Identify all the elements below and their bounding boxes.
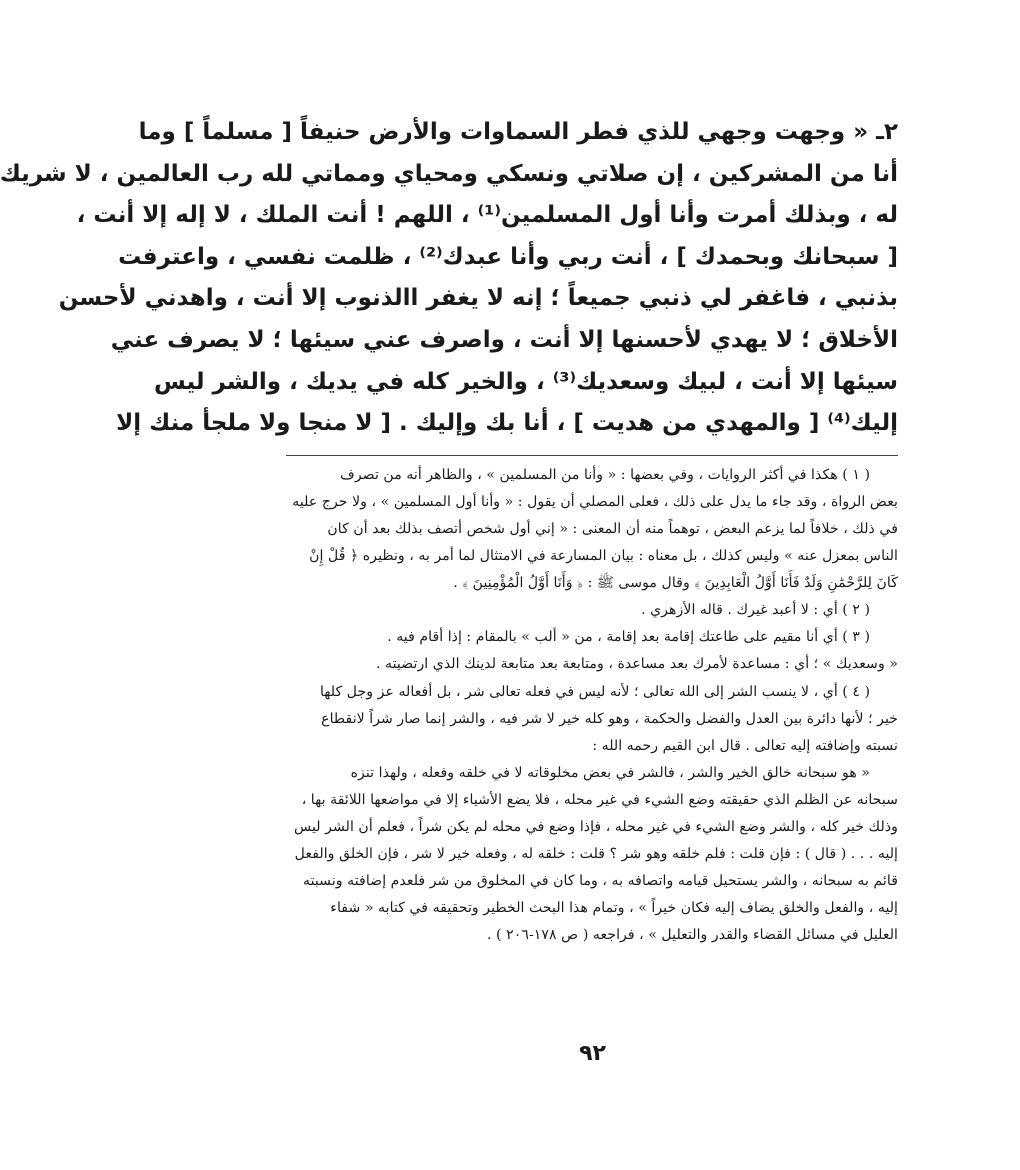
footnote-line: ( ٣ ) أي أنا مقيم على طاعتك إقامة بعد إقامة ، من « ألب » بالمقام : إذا أقام فيه . (387, 629, 870, 646)
footnote-line: « هو سبحانه خالق الخير والشر ، فالشر في بعض مخلوقاته لا في خلقه وفعله ، ولهذا تنزه (350, 764, 870, 781)
footnote-line: سبحانه عن الظلم الذي حقيقته وضع الشيء في غير محله ، فلا يضع الأشياء إلا في مواضعها اللائقة بها ، (301, 791, 898, 808)
main-text-line: [ سبحانك وبحمدك ] ، أنت ربي وأنا عبدك⁽²⁾ ، ظلمت نفسي ، واعترفت (118, 243, 898, 270)
footnote-line: بعض الرواة ، وقد جاء ما يدل على ذلك ، فعلى المصلي أن يقول : « وأنا أول المسلمين » ، ولا حرج عليه (292, 493, 898, 510)
main-text-line: إليك⁽⁴⁾ [ والمهدي من هديت ] ، أنا بك وإليك . [ لا منجا ولا ملجأ منك إلا (116, 410, 898, 437)
footnote-line: في ذلك ، خلافاً لما يزعم البعض ، توهماً منه أن المعنى : « إني أول شخص أتصف بذلك بعد أن كان (327, 520, 898, 537)
footnote-line: ( ٢ ) أي : لا أعبد غيرك . قاله الأزهري . (641, 602, 870, 619)
main-text-line: بذنبي ، فاغفر لي ذنبي جميعاً ؛ إنه لا يغفر االذنوب إلا أنت ، واهدني لأحسن (58, 285, 898, 312)
footnote-line: قائم به سبحانه ، والشر يستحيل قيامه واتصافه به ، وما كان في المخلوق من شر فلعدم إضافته ونسبته (303, 873, 898, 890)
footnote-line: ( ٤ ) أي ، لا ينسب الشر إلى الله تعالى ؛ لأنه ليس في فعله تعالى شر ، بل أفعاله عز وجل كلها (319, 683, 870, 700)
footnote-line: الناس بمعزل عنه » وليس كذلك ، بل معناه : بيان المسارعة في الامتثال لما أمر به ، ونظيره ﴿ قُلْ إِنْ (309, 548, 898, 565)
main-text-line: الأخلاق ؛ لا يهدي لأحسنها إلا أنت ، واصرف عني سيئها ؛ لا يصرف عني (110, 326, 898, 353)
footnote-line: نسبته وإضافته إليه تعالى . قال ابن القيم رحمه الله : (592, 737, 898, 754)
main-text-line: سيئها إلا أنت ، لبيك وسعديك⁽³⁾ ، والخير كله في يديك ، والشر ليس (154, 368, 898, 395)
footnote-line: « وسعديك » ؛ أي : مساعدة لأمرك بعد مساعدة ، ومتابعة بعد متابعة لدينك الذي ارتضيته . (376, 656, 898, 673)
main-text (0, 112, 898, 445)
footnote-line: خير ؛ لأنها دائرة بين العدل والفضل والحكمة ، وهو كله خير لا شر فيه ، والشر إنما صار شراً لانقطاع (321, 710, 898, 727)
footnote-line: إليه ، والفعل والخلق يضاف إليه فكان خيراً » ، وتمام هذا البحث الخطير وتحقيقه في كتابه « شفاء (330, 900, 898, 917)
footnote-line: وذلك خير كله ، والشر وضع الشيء في غير محله ، فإذا وضع في محله لم يكن شراً ، فعلم أن الشر ليس (293, 818, 898, 835)
footnote-line: إليه . . . ( قال ) : فإن قلت : فلم خلقه وهو شر ؟ قلت : خلقه له ، وفعله خير لا شر ، فإن الخلق والفعل (294, 846, 898, 863)
footnote-line: كَانَ لِلرَّحْمَٰنِ وَلَدٌ فَأَنَا أَوَّلُ الْعَابِدِينَ ﴾ وقال موسى ﷺ : ﴿ وَأَنَا أَوَّلُ الْمُؤْمِنِينَ ﴾ . (453, 575, 898, 592)
main-text-line: له ، وبذلك أمرت وأنا أول المسلمين⁽¹⁾ ، اللهم ! أنت الملك ، لا إله إلا أنت ، (76, 202, 898, 229)
footnote-line: العليل في مسائل القضاء والقدر والتعليل » ، فراجعه ( ص ١٧٨-٢٠٦ ) . (487, 927, 898, 944)
footnote-separator (286, 455, 898, 456)
main-text-line: ٢ـ « وجهت وجهي للذي فطر السماوات والأرض حنيفاً [ مسلماً ] وما (138, 119, 898, 145)
footnotes (286, 462, 898, 950)
main-text-line: أنا من المشركين ، إن صلاتي ونسكي ومحياي ومماتي لله رب العالمين ، لا شريك (0, 160, 898, 187)
page-number: ٩٢ (579, 1041, 606, 1066)
page-body (0, 112, 898, 949)
footnote-line: ( ١ ) هكذا في أكثر الروايات ، وفي بعضها : « وأنا من المسلمين » ، والظاهر أنه من تصرف (340, 466, 870, 483)
